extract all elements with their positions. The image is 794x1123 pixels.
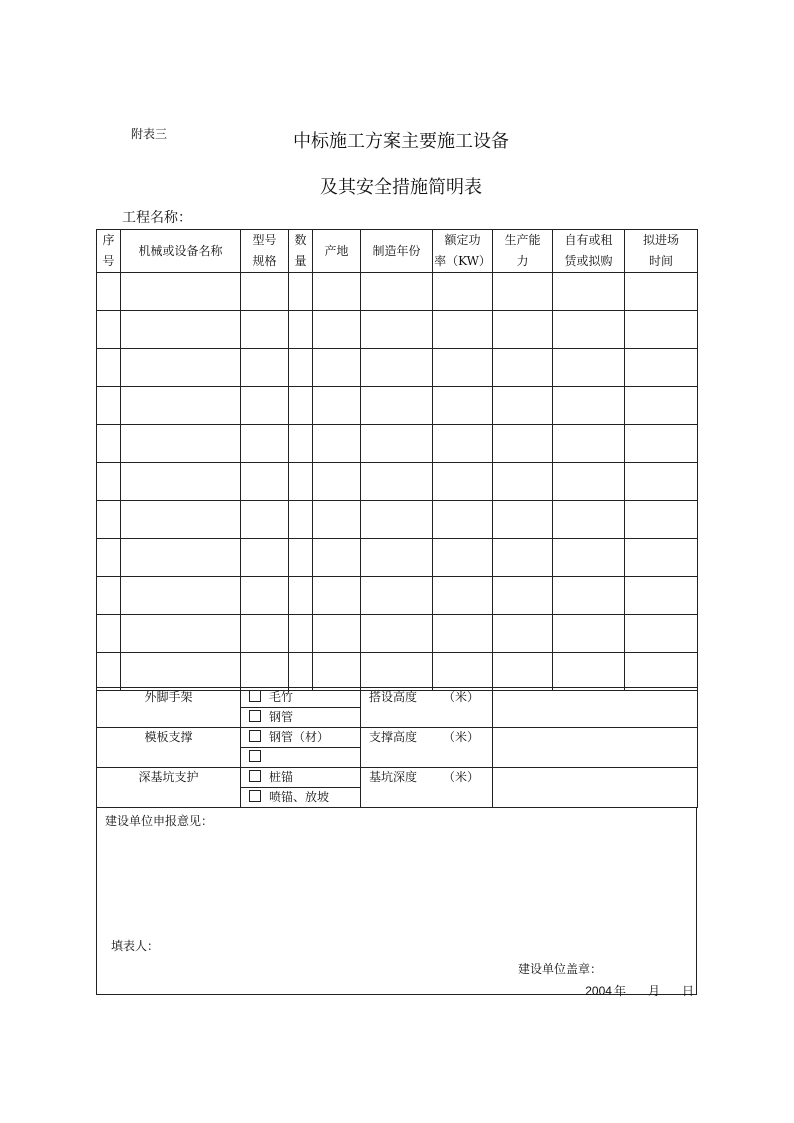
- table-cell[interactable]: [361, 463, 433, 501]
- table-cell[interactable]: [625, 387, 698, 425]
- option-label: 钢管: [269, 710, 294, 724]
- table-cell[interactable]: [289, 425, 313, 463]
- safety-category: 模板支撑: [97, 728, 241, 768]
- table-cell[interactable]: [553, 653, 625, 691]
- checkbox-icon[interactable]: [249, 730, 261, 742]
- table-row: [97, 273, 698, 311]
- table-cell[interactable]: [241, 349, 289, 387]
- month-unit: 月: [647, 984, 660, 998]
- table-row: [97, 425, 698, 463]
- table-cell[interactable]: [241, 425, 289, 463]
- table-cell[interactable]: [289, 539, 313, 577]
- column-header-text: 规格: [252, 254, 277, 268]
- opinion-label: 建设单位申报意见：: [105, 814, 214, 828]
- table-cell[interactable]: [433, 615, 493, 653]
- table-cell[interactable]: [493, 425, 553, 463]
- table-cell[interactable]: [553, 349, 625, 387]
- column-header: [361, 230, 433, 273]
- table-cell[interactable]: [493, 463, 553, 501]
- table-cell[interactable]: [361, 653, 433, 691]
- measure-label: [361, 768, 493, 808]
- table-cell[interactable]: [433, 463, 493, 501]
- table-cell[interactable]: [241, 387, 289, 425]
- table-cell[interactable]: [97, 653, 121, 691]
- table-cell[interactable]: [433, 577, 493, 615]
- table-cell[interactable]: [121, 539, 241, 577]
- table-cell[interactable]: [493, 273, 553, 311]
- table-cell[interactable]: [313, 425, 361, 463]
- safety-row: [97, 768, 698, 788]
- page-title-line-1: 中标施工方案主要施工设备: [293, 131, 509, 152]
- equipment-table: [96, 229, 698, 691]
- measure-unit: （米）: [443, 690, 480, 704]
- table-cell[interactable]: [361, 425, 433, 463]
- table-cell[interactable]: [241, 311, 289, 349]
- column-header: [241, 230, 289, 273]
- table-cell[interactable]: [121, 425, 241, 463]
- table-cell[interactable]: [97, 273, 121, 311]
- column-header-text: 额定功: [444, 233, 481, 247]
- column-header: [553, 230, 625, 273]
- table-cell[interactable]: [625, 463, 698, 501]
- column-header-text: 率（KW）: [434, 254, 491, 268]
- table-cell[interactable]: [121, 653, 241, 691]
- appendix-label: 附表三: [131, 127, 168, 141]
- option-checkbox[interactable]: [241, 788, 361, 808]
- column-header-text: 序: [102, 233, 115, 247]
- column-header: [493, 230, 553, 273]
- column-header-text: 机械或设备名称: [138, 243, 223, 258]
- table-cell[interactable]: [553, 273, 625, 311]
- checkbox-icon[interactable]: [249, 790, 261, 802]
- column-header: [97, 230, 121, 273]
- table-cell[interactable]: [553, 577, 625, 615]
- table-cell[interactable]: [553, 463, 625, 501]
- column-header-text: 自有或租: [564, 233, 613, 247]
- safety-row: [97, 728, 698, 748]
- checkbox-icon[interactable]: [249, 750, 261, 762]
- option-checkbox[interactable]: [241, 768, 361, 788]
- table-cell[interactable]: [97, 387, 121, 425]
- table-cell[interactable]: [313, 615, 361, 653]
- measure-label: [361, 688, 493, 728]
- table-row: [97, 349, 698, 387]
- table-cell[interactable]: [121, 273, 241, 311]
- column-header-text: 赁或拟购: [564, 254, 613, 268]
- table-cell[interactable]: [241, 577, 289, 615]
- measure-value-cell[interactable]: [493, 728, 698, 768]
- table-cell[interactable]: [121, 501, 241, 539]
- table-cell[interactable]: [289, 501, 313, 539]
- table-cell[interactable]: [361, 311, 433, 349]
- table-cell[interactable]: [553, 539, 625, 577]
- table-cell[interactable]: [553, 501, 625, 539]
- option-label: 钢管（材）: [269, 730, 330, 744]
- table-cell[interactable]: [313, 349, 361, 387]
- table-cell[interactable]: [241, 615, 289, 653]
- measure-value-cell[interactable]: [493, 688, 698, 728]
- date-line: [585, 982, 694, 999]
- table-cell[interactable]: [361, 387, 433, 425]
- column-header-text: 制造年份: [372, 243, 421, 258]
- table-cell[interactable]: [361, 501, 433, 539]
- table-cell[interactable]: [289, 311, 313, 349]
- table-row: [97, 539, 698, 577]
- table-cell[interactable]: [493, 577, 553, 615]
- table-cell[interactable]: [313, 273, 361, 311]
- column-header-text: 拟进场: [642, 233, 679, 247]
- column-header: [121, 230, 241, 273]
- table-cell[interactable]: [121, 349, 241, 387]
- table-cell[interactable]: [625, 539, 698, 577]
- table-cell[interactable]: [121, 577, 241, 615]
- table-cell[interactable]: [97, 349, 121, 387]
- safety-category: 深基坑支护: [97, 768, 241, 808]
- table-cell[interactable]: [493, 653, 553, 691]
- table-row: [97, 311, 698, 349]
- table-cell[interactable]: [553, 311, 625, 349]
- table-cell[interactable]: [553, 615, 625, 653]
- measure-name: 支撑高度: [369, 730, 418, 744]
- page-title-line-2: 及其安全措施简明表: [320, 177, 482, 198]
- table-cell[interactable]: [493, 539, 553, 577]
- table-cell[interactable]: [313, 539, 361, 577]
- column-header-text: 时间: [648, 254, 673, 268]
- option-label: 桩锚: [269, 770, 294, 784]
- table-cell[interactable]: [121, 615, 241, 653]
- table-row: [97, 501, 698, 539]
- column-header: [289, 230, 313, 273]
- table-cell[interactable]: [433, 539, 493, 577]
- project-name-label: 工程名称：: [122, 210, 192, 226]
- measure-name: 基坑深度: [369, 770, 418, 784]
- table-cell[interactable]: [433, 425, 493, 463]
- column-header-text: 产地: [324, 243, 349, 258]
- table-cell[interactable]: [97, 463, 121, 501]
- table-cell[interactable]: [625, 425, 698, 463]
- table-cell[interactable]: [361, 349, 433, 387]
- table-cell[interactable]: [289, 577, 313, 615]
- day-unit: 日: [681, 984, 694, 998]
- table-cell[interactable]: [433, 273, 493, 311]
- option-checkbox[interactable]: [241, 688, 361, 708]
- measure-unit: （米）: [443, 730, 480, 744]
- table-cell[interactable]: [313, 311, 361, 349]
- table-cell[interactable]: [97, 501, 121, 539]
- table-cell[interactable]: [289, 615, 313, 653]
- table-cell[interactable]: [313, 577, 361, 615]
- column-header: [313, 230, 361, 273]
- table-cell[interactable]: [361, 273, 433, 311]
- table-cell[interactable]: [361, 615, 433, 653]
- table-row: [97, 615, 698, 653]
- checkbox-icon[interactable]: [249, 690, 261, 702]
- table-cell[interactable]: [493, 387, 553, 425]
- option-label: 喷锚、放坡: [269, 790, 330, 804]
- table-row: [97, 653, 698, 691]
- safety-row: [97, 688, 698, 708]
- safety-measures-table: [96, 687, 698, 808]
- table-cell[interactable]: [241, 463, 289, 501]
- option-checkbox[interactable]: [241, 728, 361, 748]
- table-cell[interactable]: [493, 501, 553, 539]
- table-cell[interactable]: [97, 577, 121, 615]
- table-cell[interactable]: [121, 387, 241, 425]
- column-header-text: 生产能: [504, 233, 541, 247]
- table-cell[interactable]: [493, 311, 553, 349]
- table-header-row: [97, 230, 698, 273]
- safety-category: 外脚手架: [97, 688, 241, 728]
- measure-name: 搭设高度: [369, 690, 418, 704]
- table-cell[interactable]: [241, 653, 289, 691]
- table-cell[interactable]: [241, 273, 289, 311]
- table-row: [97, 387, 698, 425]
- table-cell[interactable]: [625, 273, 698, 311]
- table-cell[interactable]: [289, 653, 313, 691]
- table-cell[interactable]: [625, 577, 698, 615]
- column-header-text: 量: [294, 254, 307, 268]
- table-cell[interactable]: [625, 349, 698, 387]
- table-cell[interactable]: [97, 615, 121, 653]
- table-cell[interactable]: [625, 615, 698, 653]
- column-header: [433, 230, 493, 273]
- filler-label: 填表人：: [111, 939, 160, 953]
- table-cell[interactable]: [625, 653, 698, 691]
- column-header-text: 力: [516, 254, 529, 268]
- table-row: [97, 577, 698, 615]
- column-header-text: 数: [294, 233, 307, 247]
- year: 2004: [585, 984, 612, 998]
- measure-unit: （米）: [443, 770, 480, 784]
- measure-value-cell[interactable]: [493, 768, 698, 808]
- table-cell[interactable]: [241, 539, 289, 577]
- checkbox-icon[interactable]: [249, 770, 261, 782]
- table-cell[interactable]: [313, 653, 361, 691]
- table-cell[interactable]: [553, 425, 625, 463]
- seal-label: 建设单位盖章：: [518, 962, 603, 976]
- table-cell[interactable]: [433, 349, 493, 387]
- table-cell[interactable]: [493, 349, 553, 387]
- measure-label: [361, 728, 493, 768]
- table-cell[interactable]: [625, 311, 698, 349]
- option-checkbox[interactable]: [241, 708, 361, 728]
- table-cell[interactable]: [433, 501, 493, 539]
- column-header-text: 型号: [252, 233, 277, 247]
- table-cell[interactable]: [313, 387, 361, 425]
- checkbox-icon[interactable]: [249, 710, 261, 722]
- table-cell[interactable]: [289, 387, 313, 425]
- table-cell[interactable]: [313, 501, 361, 539]
- table-cell[interactable]: [121, 311, 241, 349]
- table-row: [97, 463, 698, 501]
- column-header-text: 号: [102, 254, 115, 268]
- table-cell[interactable]: [289, 463, 313, 501]
- table-cell[interactable]: [121, 463, 241, 501]
- table-cell[interactable]: [289, 349, 313, 387]
- column-header: [625, 230, 698, 273]
- table-cell[interactable]: [361, 577, 433, 615]
- opinion-box: [96, 807, 697, 998]
- table-cell[interactable]: [361, 539, 433, 577]
- table-cell[interactable]: [313, 463, 361, 501]
- table-cell[interactable]: [97, 539, 121, 577]
- table-cell[interactable]: [433, 311, 493, 349]
- table-cell[interactable]: [553, 387, 625, 425]
- year-unit: 年: [613, 984, 626, 998]
- table-cell[interactable]: [97, 311, 121, 349]
- table-cell[interactable]: [289, 273, 313, 311]
- table-cell[interactable]: [625, 501, 698, 539]
- table-cell[interactable]: [97, 425, 121, 463]
- table-cell[interactable]: [433, 653, 493, 691]
- option-label: 毛竹: [269, 690, 294, 704]
- table-cell[interactable]: [433, 387, 493, 425]
- table-cell[interactable]: [241, 501, 289, 539]
- table-cell[interactable]: [493, 615, 553, 653]
- option-checkbox[interactable]: [241, 748, 361, 768]
